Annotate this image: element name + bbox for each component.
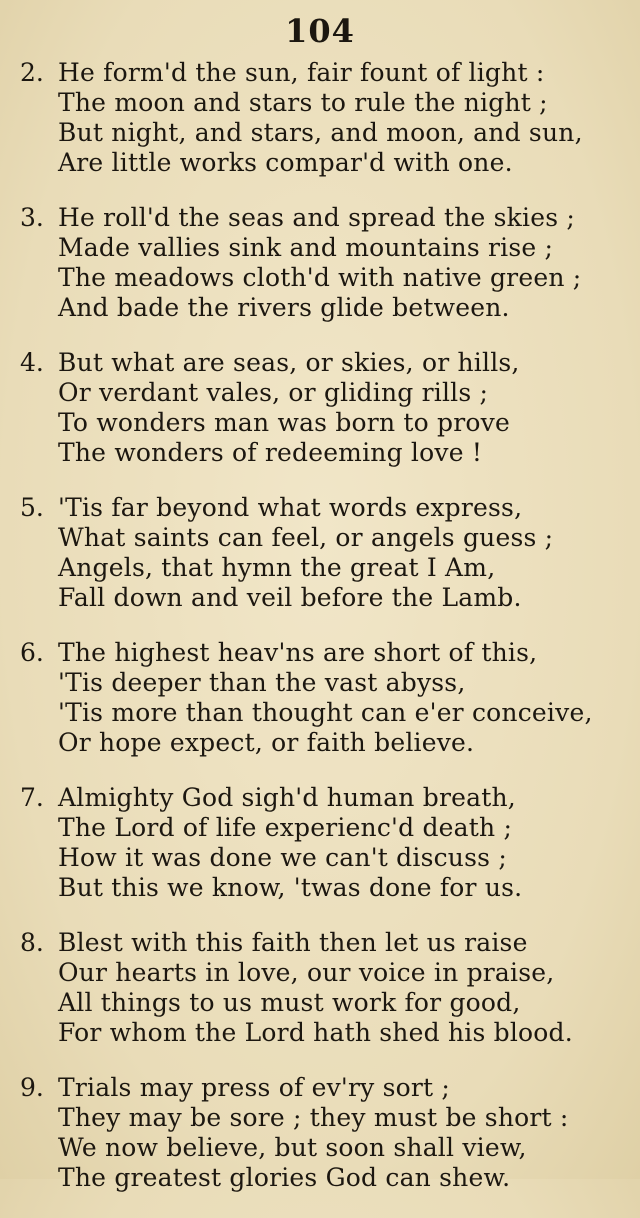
stanza-number: 9. <box>20 1073 44 1102</box>
hymn-text <box>20 58 632 1218</box>
verse-line: Or verdant vales, or gliding rills ; <box>58 378 489 407</box>
verse-line: But this we know, 'twas done for us. <box>58 873 523 902</box>
stanza-9 <box>20 1073 632 1213</box>
stanza-number: 5. <box>20 493 44 522</box>
verse-line: Blest with this faith then let us raise <box>58 928 528 957</box>
verse-line: We now believe, but soon shall view, <box>58 1133 527 1162</box>
stanza-number: 6. <box>20 638 44 667</box>
page-number: 104 <box>285 12 355 50</box>
verse-line: He roll'd the seas and spread the skies ; <box>58 203 576 232</box>
verse-line: The moon and stars to rule the night ; <box>58 88 548 117</box>
verse-line: Made vallies sink and mountains rise ; <box>58 233 554 262</box>
verse-line: The greatest glories God can shew. <box>58 1163 511 1192</box>
stanza-2 <box>20 58 632 198</box>
verse-line: For whom the Lord hath shed his blood. <box>58 1018 573 1047</box>
verse-line: But what are seas, or skies, or hills, <box>58 348 520 377</box>
verse-line: Are little works compar'd with one. <box>58 148 513 177</box>
verse-line: Fall down and veil before the Lamb. <box>58 583 522 612</box>
stanza-7 <box>20 783 632 923</box>
stanza-3 <box>20 203 632 343</box>
verse-line: But night, and stars, and moon, and sun, <box>58 118 583 147</box>
verse-line: They may be sore ; they must be short : <box>58 1103 569 1132</box>
verse-line: The meadows cloth'd with native green ; <box>58 263 582 292</box>
stanza-number: 4. <box>20 348 44 377</box>
verse-line: To wonders man was born to prove <box>58 408 510 437</box>
stanza-6 <box>20 638 632 778</box>
verse-line: Our hearts in love, our voice in praise, <box>58 958 555 987</box>
verse-line: All things to us must work for good, <box>58 988 521 1017</box>
verse-line: He form'd the sun, fair fount of light : <box>58 58 545 87</box>
verse-line: Angels, that hymn the great I Am, <box>58 553 496 582</box>
verse-line: 'Tis deeper than the vast abyss, <box>58 668 466 697</box>
verse-line: How it was done we can't discuss ; <box>58 843 507 872</box>
verse-line: What saints can feel, or angels guess ; <box>58 523 554 552</box>
verse-line: 'Tis more than thought can e'er conceive, <box>58 698 593 727</box>
stanza-4 <box>20 348 632 488</box>
verse-line: The Lord of life experienc'd death ; <box>58 813 513 842</box>
stanza-number: 7. <box>20 783 44 812</box>
verse-line: Or hope expect, or faith believe. <box>58 728 475 757</box>
stanza-number: 3. <box>20 203 44 232</box>
verse-line: 'Tis far beyond what words express, <box>58 493 523 522</box>
verse-line: Trials may press of ev'ry sort ; <box>58 1073 451 1102</box>
verse-line: Almighty God sigh'd human breath, <box>58 783 516 812</box>
verse-line: The highest heav'ns are short of this, <box>58 638 538 667</box>
stanza-number: 2. <box>20 58 44 87</box>
stanza-8 <box>20 928 632 1068</box>
stanza-5 <box>20 493 632 633</box>
stanza-number: 8. <box>20 928 44 957</box>
verse-line: And bade the rivers glide between. <box>58 293 510 322</box>
verse-line: The wonders of redeeming love ! <box>58 438 483 467</box>
